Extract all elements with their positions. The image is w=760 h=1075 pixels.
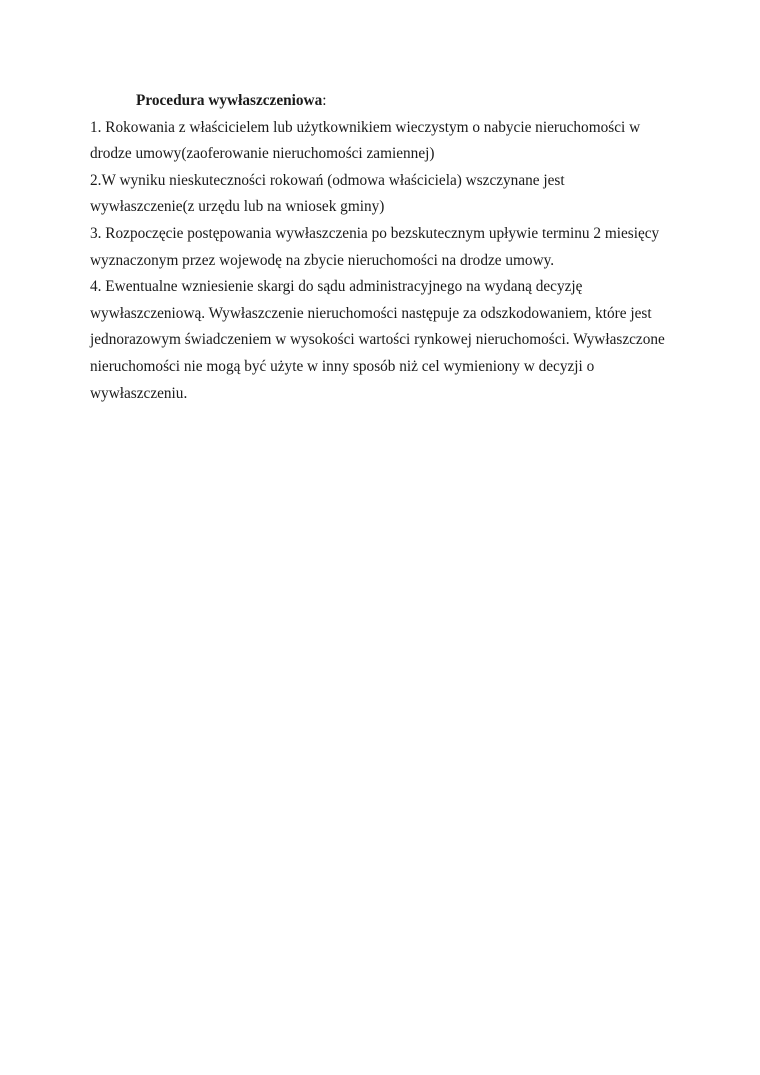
text-line: 1. Rokowania z właścicielem lub użytkownikiem wieczystym o nabycie nieruchomości w — [90, 118, 641, 136]
title-text: Procedura wywłaszczeniowa — [136, 92, 323, 109]
text-line: wyznaczonym przez wojewodę na zbycie nieruchomości na drodze umowy. — [90, 251, 555, 269]
text-line: wywłaszczenie(z urzędu lub na wniosek gminy) — [90, 198, 385, 216]
text-line: drodze umowy(zaoferowanie nieruchomości zamiennej) — [90, 145, 435, 163]
text-line: 4. Ewentualne wzniesienie skargi do sądu administracyjnego na wydaną decyzję — [90, 278, 583, 296]
text-line: nieruchomości nie mogą być użyte w inny sposób niż cel wymieniony w decyzji o — [90, 357, 595, 375]
title-colon: : — [322, 92, 327, 109]
text-line: 3. Rozpoczęcie postępowania wywłaszczenia po bezskutecznym upływie terminu 2 miesięcy — [90, 224, 660, 242]
document-body — [90, 88, 680, 407]
text-line: wywłaszczeniu. — [90, 384, 188, 402]
text-line: wywłaszczeniową. Wywłaszczenie nieruchomości następuje za odszkodowaniem, które jest — [90, 304, 652, 322]
text-line: jednorazowym świadczeniem w wysokości wartości rynkowej nieruchomości. Wywłaszczone — [90, 331, 665, 349]
text-line: 2.W wyniku nieskuteczności rokowań (odmowa właściciela) wszczynane jest — [90, 171, 565, 189]
document-title — [90, 88, 680, 115]
